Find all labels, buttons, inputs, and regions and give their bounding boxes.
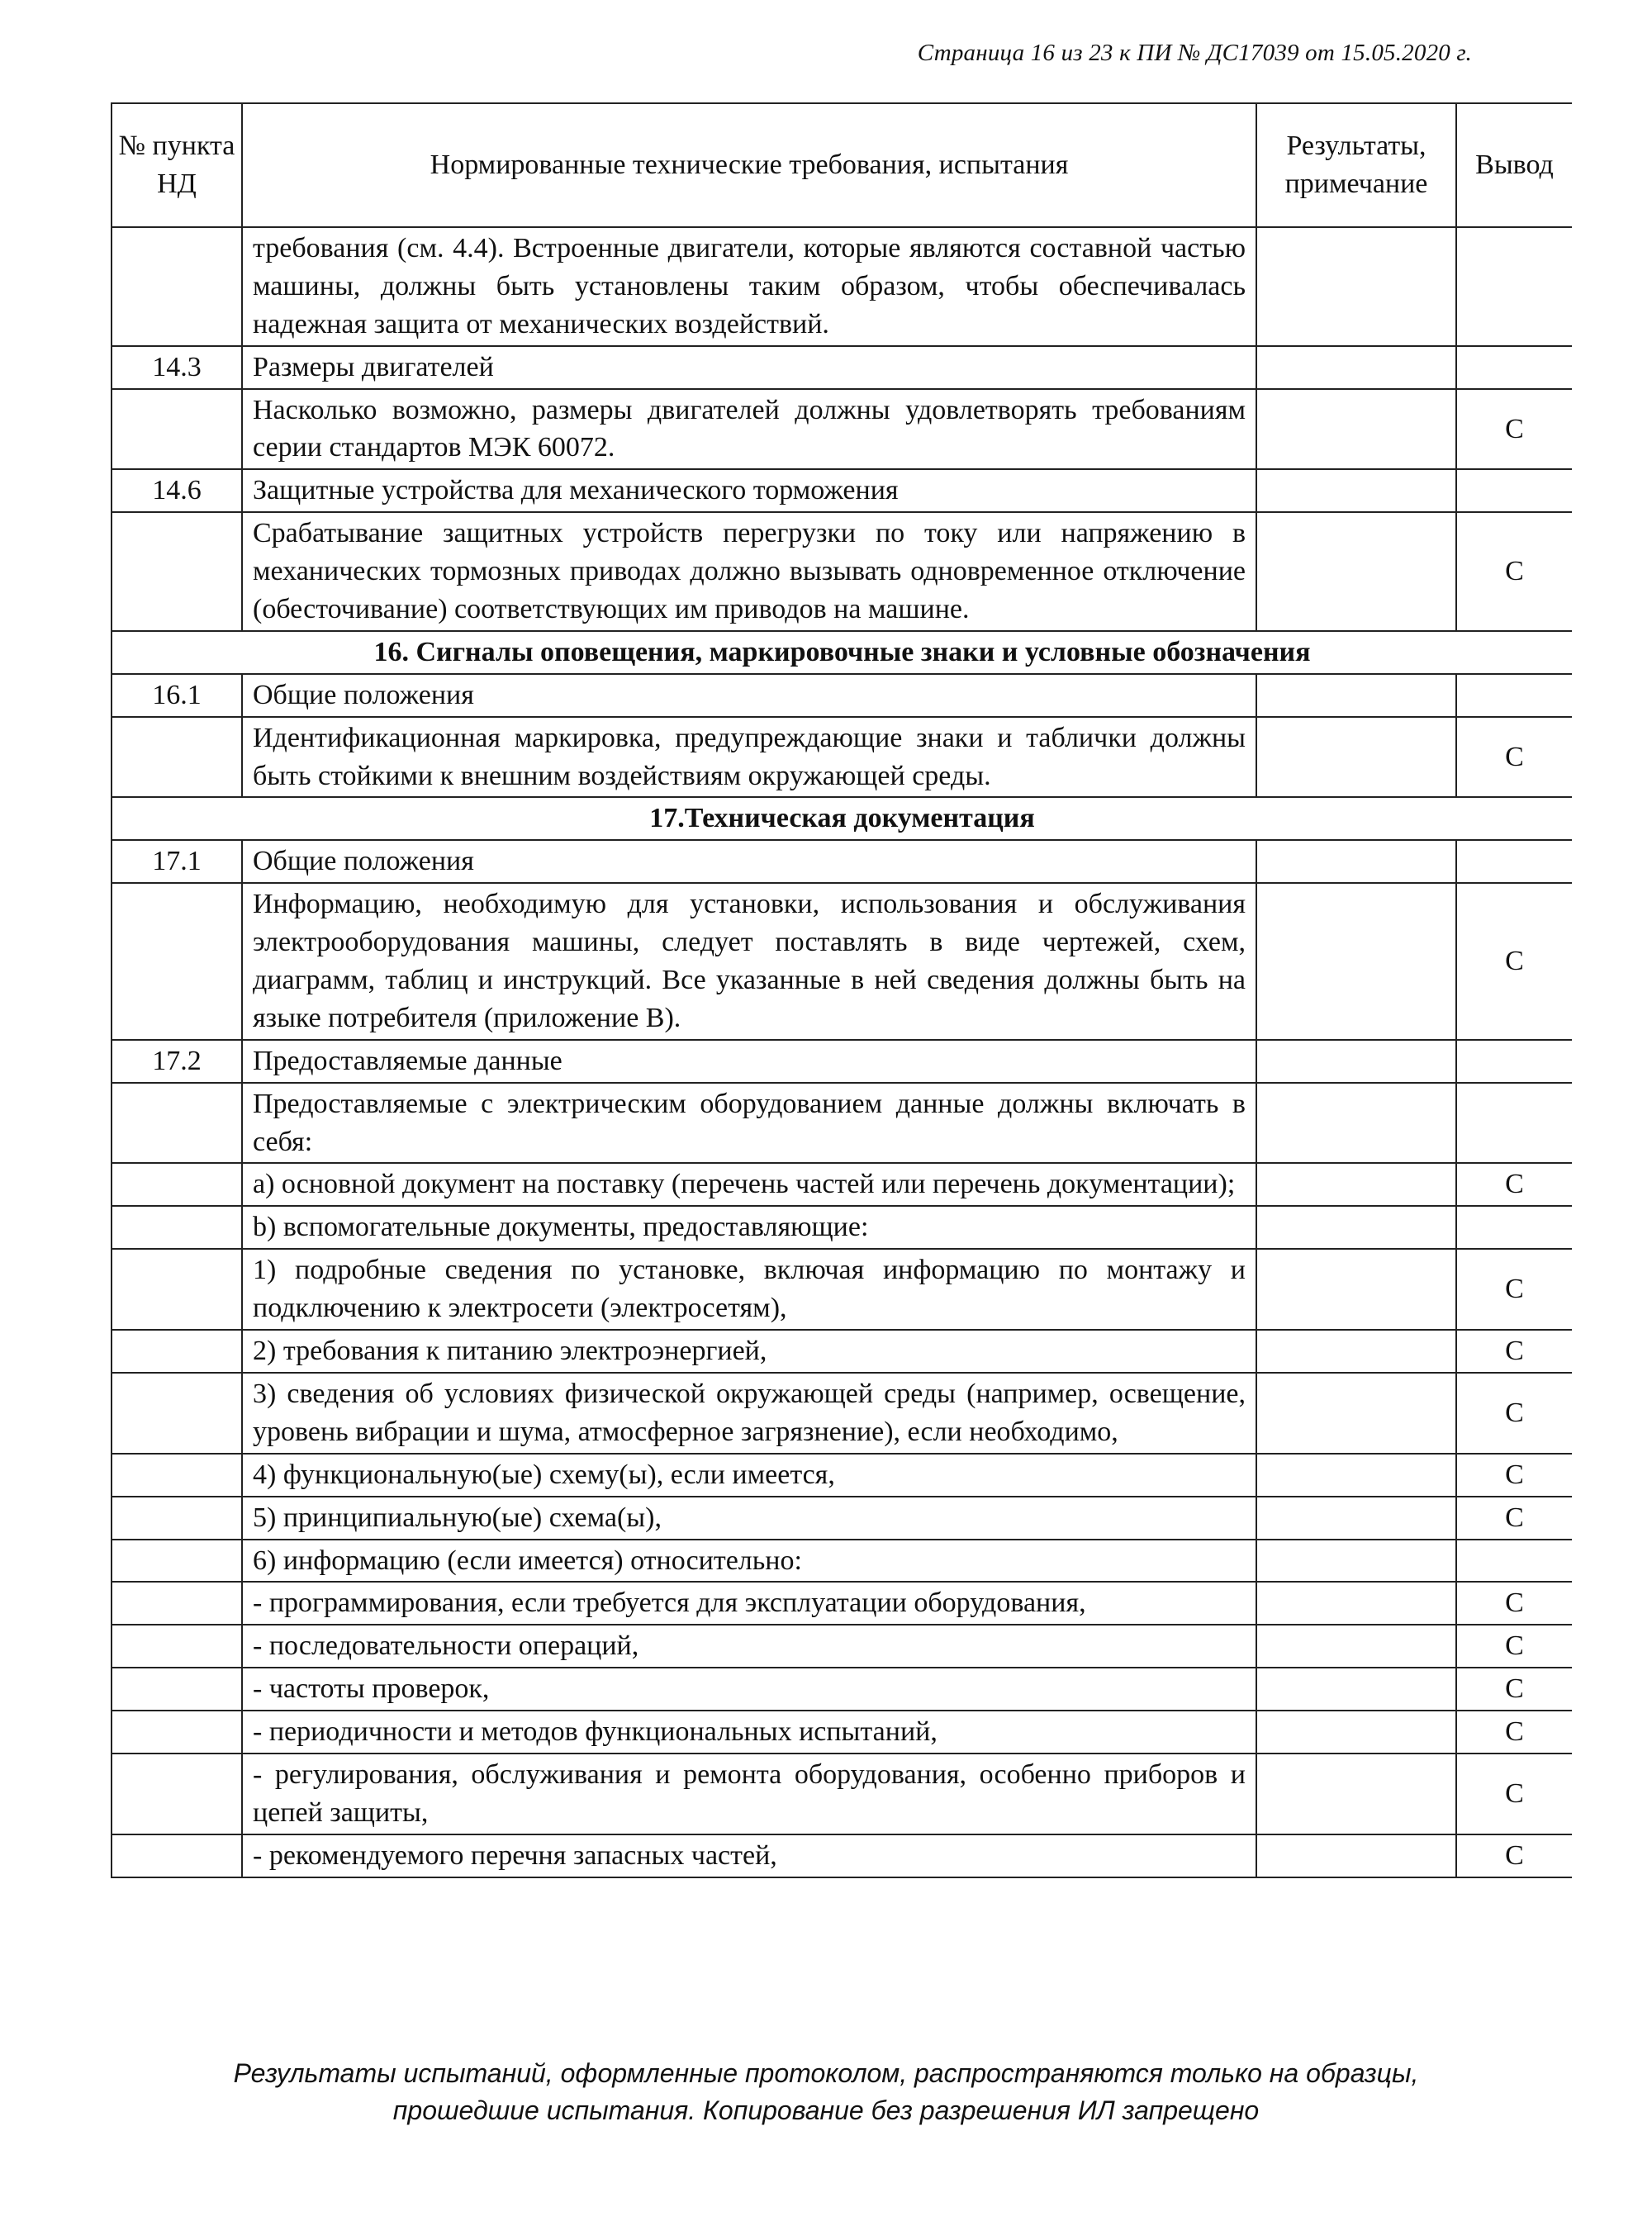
requirement-cell: 1) подробные сведения по установке, включая информацию по монтажу и подключению к электросети (электросетям), bbox=[242, 1249, 1256, 1330]
requirement-cell: - программирования, если требуется для эксплуатации оборудования, bbox=[242, 1582, 1256, 1625]
conclusion-cell: С bbox=[1456, 1711, 1572, 1754]
table-row bbox=[112, 1668, 1572, 1711]
result-cell bbox=[1256, 346, 1456, 389]
table-row bbox=[112, 346, 1572, 389]
result-cell bbox=[1256, 1497, 1456, 1540]
clause-number-cell bbox=[112, 1625, 242, 1668]
conclusion-cell bbox=[1456, 227, 1572, 346]
conclusion-cell: С bbox=[1456, 1834, 1572, 1877]
table-row bbox=[112, 1330, 1572, 1373]
result-cell bbox=[1256, 1040, 1456, 1083]
result-cell bbox=[1256, 227, 1456, 346]
requirement-cell: 4) функциональную(ые) схему(ы), если имеется, bbox=[242, 1454, 1256, 1497]
clause-number-cell bbox=[112, 1083, 242, 1164]
clause-number-cell: 17.1 bbox=[112, 840, 242, 883]
clause-number-cell bbox=[112, 883, 242, 1040]
header-num: № пункта НД bbox=[112, 103, 242, 227]
result-cell bbox=[1256, 512, 1456, 631]
clause-number-cell bbox=[112, 1834, 242, 1877]
table-body bbox=[112, 227, 1572, 1877]
result-cell bbox=[1256, 1454, 1456, 1497]
conclusion-cell bbox=[1456, 469, 1572, 512]
clause-number-cell bbox=[112, 512, 242, 631]
table-row bbox=[112, 674, 1572, 717]
result-cell bbox=[1256, 1083, 1456, 1164]
clause-number-cell bbox=[112, 1754, 242, 1834]
clause-number-cell: 14.6 bbox=[112, 469, 242, 512]
clause-number-cell bbox=[112, 717, 242, 798]
section-title: 16. Сигналы оповещения, маркировочные знаки и условные обозначения bbox=[112, 631, 1572, 674]
conclusion-cell bbox=[1456, 840, 1572, 883]
table-row bbox=[112, 1625, 1572, 1668]
requirements-table bbox=[111, 102, 1572, 1878]
conclusion-cell: С bbox=[1456, 1497, 1572, 1540]
clause-number-cell bbox=[112, 1454, 242, 1497]
clause-number-cell: 14.3 bbox=[112, 346, 242, 389]
requirement-cell: - рекомендуемого перечня запасных частей, bbox=[242, 1834, 1256, 1877]
table-row bbox=[112, 1540, 1572, 1583]
requirement-cell: - последовательности операций, bbox=[242, 1625, 1256, 1668]
conclusion-cell bbox=[1456, 674, 1572, 717]
section-row bbox=[112, 631, 1572, 674]
conclusion-cell: С bbox=[1456, 883, 1572, 1040]
conclusion-cell bbox=[1456, 1540, 1572, 1583]
clause-number-cell: 16.1 bbox=[112, 674, 242, 717]
result-cell bbox=[1256, 840, 1456, 883]
result-cell bbox=[1256, 1754, 1456, 1834]
requirement-cell: Срабатывание защитных устройств перегрузки по току или напряжению в механических тормозных приводах должно вызывать одновременное отключение (обесточивание) соответствующих им приводов на машине. bbox=[242, 512, 1256, 631]
table-row bbox=[112, 883, 1572, 1040]
clause-number-cell bbox=[112, 1330, 242, 1373]
result-cell bbox=[1256, 469, 1456, 512]
table-row bbox=[112, 1454, 1572, 1497]
conclusion-cell: С bbox=[1456, 1163, 1572, 1206]
table-row bbox=[112, 389, 1572, 470]
requirement-cell: 5) принципиальную(ые) схема(ы), bbox=[242, 1497, 1256, 1540]
result-cell bbox=[1256, 1711, 1456, 1754]
requirement-cell: Предоставляемые с электрическим оборудованием данные должны включать в себя: bbox=[242, 1083, 1256, 1164]
clause-number-cell bbox=[112, 1497, 242, 1540]
table-row bbox=[112, 227, 1572, 346]
conclusion-cell bbox=[1456, 1206, 1572, 1249]
result-cell bbox=[1256, 883, 1456, 1040]
conclusion-cell: С bbox=[1456, 1373, 1572, 1454]
table-row bbox=[112, 1040, 1572, 1083]
requirement-cell: - регулирования, обслуживания и ремонта оборудования, особенно приборов и цепей защиты, bbox=[242, 1754, 1256, 1834]
conclusion-cell: С bbox=[1456, 389, 1572, 470]
table-row bbox=[112, 1373, 1572, 1454]
result-cell bbox=[1256, 1668, 1456, 1711]
result-cell bbox=[1256, 1540, 1456, 1583]
table-row bbox=[112, 1083, 1572, 1164]
table-row bbox=[112, 1249, 1572, 1330]
requirement-cell: Размеры двигателей bbox=[242, 346, 1256, 389]
requirements-table-container bbox=[111, 102, 1571, 1878]
conclusion-cell: С bbox=[1456, 1454, 1572, 1497]
clause-number-cell bbox=[112, 1163, 242, 1206]
clause-number-cell bbox=[112, 1540, 242, 1583]
result-cell bbox=[1256, 1625, 1456, 1668]
requirement-cell: требования (см. 4.4). Встроенные двигатели, которые являются составной частью машины, должны быть установлены таким образом, чтобы обеспечивалась надежная защита от механических воздействий. bbox=[242, 227, 1256, 346]
conclusion-cell: С bbox=[1456, 717, 1572, 798]
requirement-cell: a) основной документ на поставку (перечень частей или перечень документации); bbox=[242, 1163, 1256, 1206]
clause-number-cell bbox=[112, 1206, 242, 1249]
result-cell bbox=[1256, 1249, 1456, 1330]
table-row bbox=[112, 1163, 1572, 1206]
table-row bbox=[112, 1834, 1572, 1877]
clause-number-cell bbox=[112, 1711, 242, 1754]
result-cell bbox=[1256, 1330, 1456, 1373]
requirement-cell: Общие положения bbox=[242, 674, 1256, 717]
table-row bbox=[112, 1582, 1572, 1625]
header-conclusion: Вывод bbox=[1456, 103, 1572, 227]
conclusion-cell: С bbox=[1456, 1754, 1572, 1834]
conclusion-cell: С bbox=[1456, 1668, 1572, 1711]
header-requirements: Нормированные технические требования, испытания bbox=[242, 103, 1256, 227]
result-cell bbox=[1256, 717, 1456, 798]
requirement-cell: b) вспомогательные документы, предоставляющие: bbox=[242, 1206, 1256, 1249]
conclusion-cell: С bbox=[1456, 1625, 1572, 1668]
result-cell bbox=[1256, 1206, 1456, 1249]
table-row bbox=[112, 1754, 1572, 1834]
table-row bbox=[112, 1206, 1572, 1249]
clause-number-cell bbox=[112, 1668, 242, 1711]
requirement-cell: 3) сведения об условиях физической окружающей среды (например, освещение, уровень вибрации и шума, атмосферное загрязнение), если необходимо, bbox=[242, 1373, 1256, 1454]
requirement-cell: Предоставляемые данные bbox=[242, 1040, 1256, 1083]
result-cell bbox=[1256, 674, 1456, 717]
conclusion-cell: С bbox=[1456, 512, 1572, 631]
requirement-cell: 2) требования к питанию электроэнергией, bbox=[242, 1330, 1256, 1373]
table-row bbox=[112, 840, 1572, 883]
clause-number-cell bbox=[112, 1249, 242, 1330]
requirement-cell: 6) информацию (если имеется) относительно: bbox=[242, 1540, 1256, 1583]
footer-line-2: прошедшие испытания. Копирование без разрешения ИЛ запрещено bbox=[392, 2095, 1260, 2125]
result-cell bbox=[1256, 1373, 1456, 1454]
clause-number-cell bbox=[112, 1582, 242, 1625]
table-row bbox=[112, 512, 1572, 631]
result-cell bbox=[1256, 1163, 1456, 1206]
footer-disclaimer bbox=[0, 2055, 1652, 2129]
result-cell bbox=[1256, 1582, 1456, 1625]
conclusion-cell: С bbox=[1456, 1582, 1572, 1625]
clause-number-cell bbox=[112, 227, 242, 346]
requirement-cell: Насколько возможно, размеры двигателей должны удовлетворять требованиям серии стандартов МЭК 60072. bbox=[242, 389, 1256, 470]
result-cell bbox=[1256, 389, 1456, 470]
conclusion-cell bbox=[1456, 1083, 1572, 1164]
clause-number-cell bbox=[112, 1373, 242, 1454]
requirement-cell: Идентификационная маркировка, предупреждающие знаки и таблички должны быть стойкими к внешним воздействиям окружающей среды. bbox=[242, 717, 1256, 798]
section-title: 17.Техническая документация bbox=[112, 797, 1572, 840]
conclusion-cell: С bbox=[1456, 1249, 1572, 1330]
table-row bbox=[112, 717, 1572, 798]
page-header-note: Страница 16 из 23 к ПИ № ДС17039 от 15.05.2020 г. bbox=[917, 40, 1472, 66]
requirement-cell: Общие положения bbox=[242, 840, 1256, 883]
requirement-cell: - частоты проверок, bbox=[242, 1668, 1256, 1711]
clause-number-cell bbox=[112, 389, 242, 470]
table-row bbox=[112, 1497, 1572, 1540]
section-row bbox=[112, 797, 1572, 840]
requirement-cell: Информацию, необходимую для установки, использования и обслуживания электрооборудования машины, следует поставлять в виде чертежей, схем, диаграмм, таблиц и инструкций. Все указанные в ней сведения должны быть на языке потребителя (приложение В). bbox=[242, 883, 1256, 1040]
footer-line-1: Результаты испытаний, оформленные протоколом, распространяются только на образцы, bbox=[233, 2058, 1419, 2088]
clause-number-cell: 17.2 bbox=[112, 1040, 242, 1083]
table-row bbox=[112, 469, 1572, 512]
table-row bbox=[112, 1711, 1572, 1754]
conclusion-cell bbox=[1456, 346, 1572, 389]
header-results: Результаты, примечание bbox=[1256, 103, 1456, 227]
requirement-cell: - периодичности и методов функциональных испытаний, bbox=[242, 1711, 1256, 1754]
result-cell bbox=[1256, 1834, 1456, 1877]
requirement-cell: Защитные устройства для механического торможения bbox=[242, 469, 1256, 512]
table-header-row bbox=[112, 103, 1572, 227]
conclusion-cell bbox=[1456, 1040, 1572, 1083]
conclusion-cell: С bbox=[1456, 1330, 1572, 1373]
